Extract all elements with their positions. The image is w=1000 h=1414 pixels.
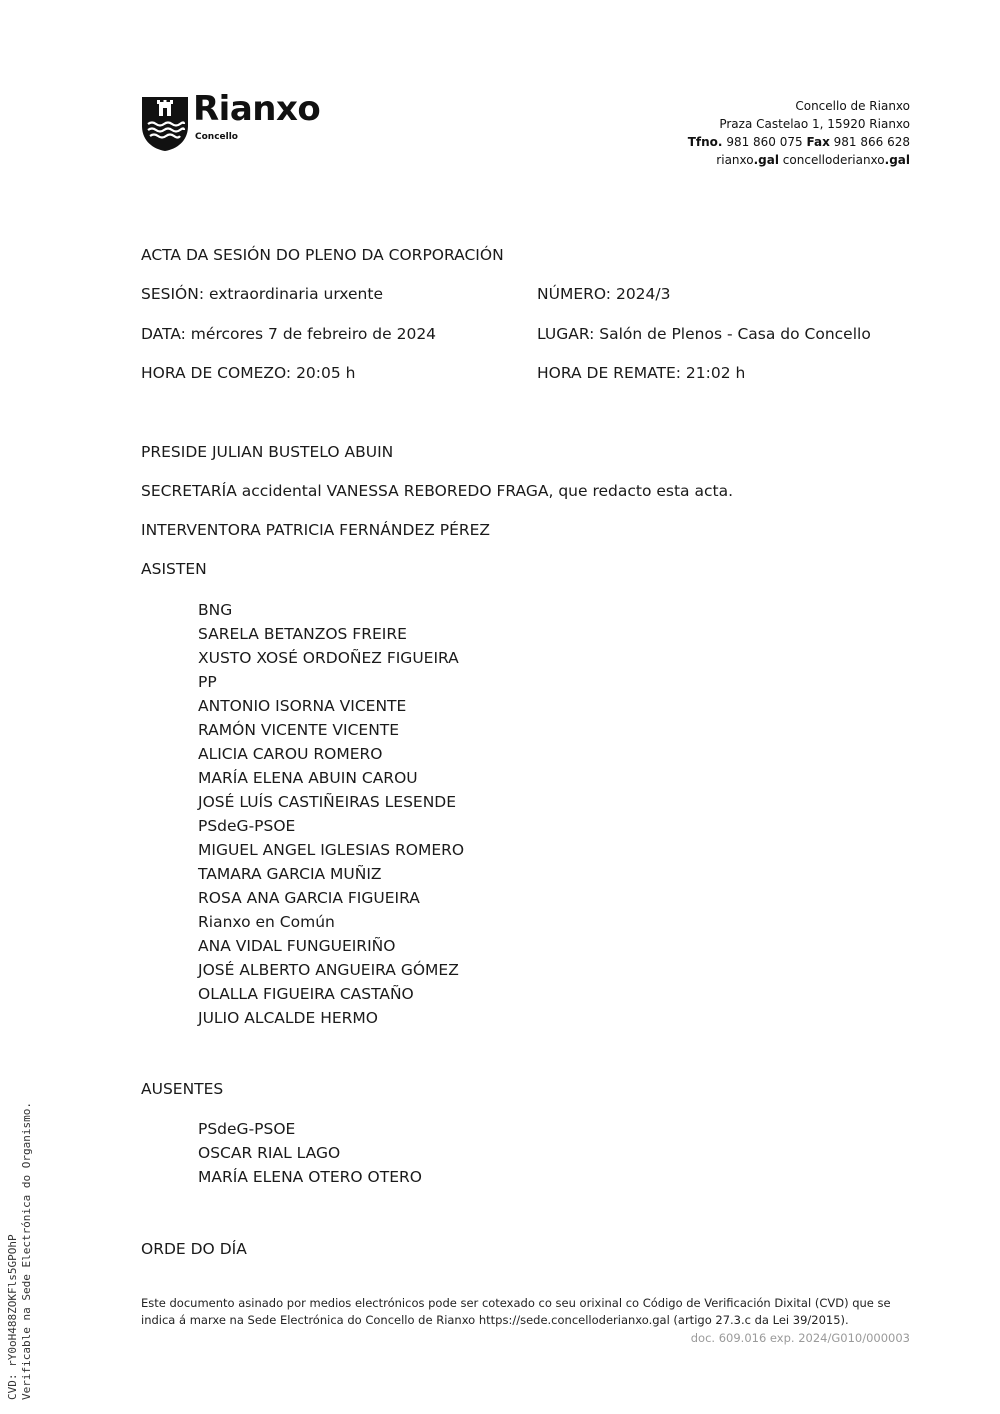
side-verification [6, 1102, 34, 1400]
asisten-item: PSdeG-PSOE [198, 817, 296, 835]
side-cvd-code: CVD: rY0oH488ZOKFls5GPOhP [6, 1234, 19, 1400]
contact-address: Praza Castelao 1, 15920 Rianxo [719, 117, 910, 131]
logo-subtitle: Concello [195, 132, 238, 142]
asisten-item: BNG [198, 601, 233, 619]
asisten-item: ANA VIDAL FUNGUEIRIÑO [198, 937, 396, 955]
tfno-label: Tfno. [687, 135, 723, 149]
hora-remate-field: HORA DE REMATE: 21:02 h [537, 364, 746, 382]
ausentes-label: AUSENTES [141, 1080, 224, 1098]
tfno-value: 981 860 075 [726, 135, 803, 149]
fax-value: 981 866 628 [833, 135, 910, 149]
asisten-item: JOSÉ ALBERTO ANGUEIRA GÓMEZ [198, 961, 459, 979]
logo-wordmark: Rianxo [193, 89, 321, 129]
concello-logo [141, 89, 351, 154]
sesion-field: SESIÓN: extraordinaria urxente [141, 285, 383, 303]
acta-title: ACTA DA SESIÓN DO PLENO DA CORPORACIÓN [141, 246, 504, 264]
asisten-item: ANTONIO ISORNA VICENTE [198, 697, 407, 715]
footer-notice: Este documento asinado por medios electrónicos pode ser cotexado co seu orixinal co Código de Verificación Dixital (CVD) que se indica á marxe na Sede Electrónica do Concello de Rianxo https://sede.concelloderianxo.gal (artigo 27.3.c da Lei 39/2015). [141, 1296, 891, 1327]
numero-field: NÚMERO: 2024/3 [537, 285, 671, 303]
ausentes-item: OSCAR RIAL LAGO [198, 1144, 341, 1162]
preside-line: PRESIDE JULIAN BUSTELO ABUIN [141, 443, 394, 461]
contact-phones [688, 133, 910, 151]
asisten-item: ROSA ANA GARCIA FIGUEIRA [198, 889, 420, 907]
asisten-label: ASISTEN [141, 560, 207, 578]
asisten-item: Rianxo en Común [198, 913, 335, 931]
asisten-list [198, 598, 464, 1030]
ausentes-item: MARÍA ELENA OTERO OTERO [198, 1168, 422, 1186]
asisten-item: JULIO ALCALDE HERMO [198, 1009, 378, 1027]
orde-do-dia-heading: ORDE DO DÍA [141, 1240, 247, 1258]
asisten-item: MARÍA ELENA ABUIN CAROU [198, 769, 418, 787]
fax-label: Fax [806, 135, 830, 149]
side-verifiable-note: Verificable na Sede Electrónica do Organismo. [20, 1101, 33, 1400]
document-reference: doc. 609.016 exp. 2024/G010/000003 [690, 1331, 910, 1345]
lugar-field: LUGAR: Salón de Plenos - Casa do Concello [537, 325, 871, 343]
asisten-item: PP [198, 673, 217, 691]
web2-name[interactable]: concelloderianxo [782, 153, 885, 167]
asisten-item: ALICIA CAROU ROMERO [198, 745, 383, 763]
asisten-item: MIGUEL ANGEL IGLESIAS ROMERO [198, 841, 465, 859]
contact-webs [688, 151, 910, 169]
asisten-item: TAMARA GARCIA MUÑIZ [198, 865, 382, 883]
asisten-item: XUSTO XOSÉ ORDOÑEZ FIGUEIRA [198, 649, 459, 667]
contact-name: Concello de Rianxo [795, 99, 910, 113]
coat-of-arms-icon [141, 96, 189, 152]
data-field: DATA: mércores 7 de febreiro de 2024 [141, 325, 437, 343]
interventora-line: INTERVENTORA PATRICIA FERNÁNDEZ PÉREZ [141, 521, 491, 539]
ausentes-list [198, 1117, 422, 1189]
asisten-item: OLALLA FIGUEIRA CASTAÑO [198, 985, 414, 1003]
asisten-item: JOSÉ LUÍS CASTIÑEIRAS LESENDE [198, 793, 457, 811]
secretaria-line: SECRETARÍA accidental VANESSA REBOREDO FRAGA, que redacto esta acta. [141, 482, 733, 500]
contact-block [688, 97, 910, 169]
web2-tld[interactable]: .gal [884, 153, 910, 167]
ausentes-item: PSdeG-PSOE [198, 1120, 296, 1138]
asisten-item: RAMÓN VICENTE VICENTE [198, 721, 400, 739]
hora-comezo-field: HORA DE COMEZO: 20:05 h [141, 364, 356, 382]
web1-name[interactable]: rianxo [716, 153, 754, 167]
web1-tld[interactable]: .gal [753, 153, 779, 167]
asisten-item: SARELA BETANZOS FREIRE [198, 625, 407, 643]
